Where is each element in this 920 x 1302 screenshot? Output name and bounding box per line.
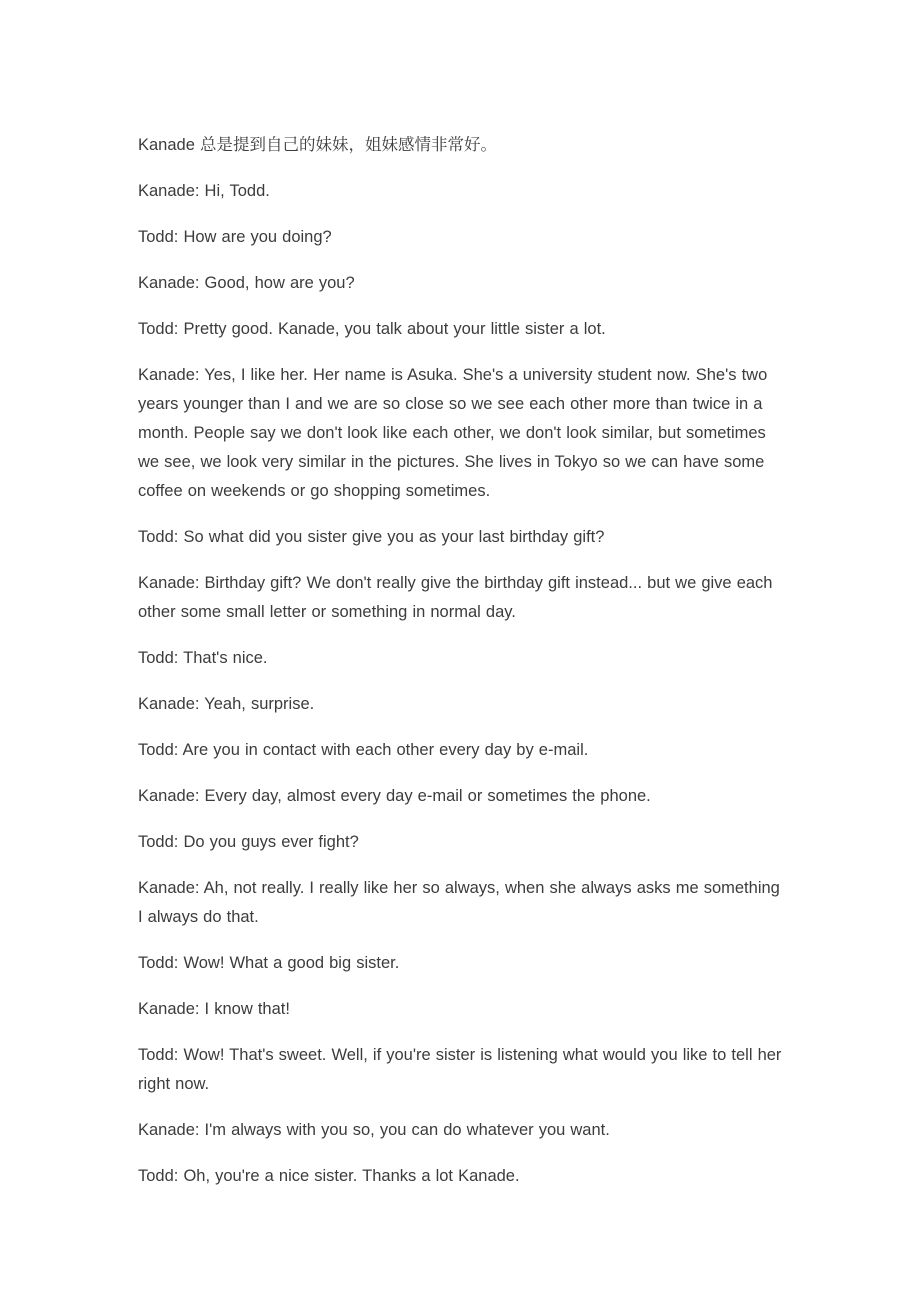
dialogue-line: Todd: Do you guys ever fight?	[138, 833, 359, 851]
dialogue-line: Todd: Are you in contact with each other every day by e-mail.	[138, 741, 589, 759]
dialogue-line: Todd: How are you doing?	[138, 228, 332, 246]
dialogue-line: Kanade: I'm always with you so, you can do whatever you want.	[138, 1121, 610, 1139]
dialogue-line: Todd: Wow! That's sweet. Well, if you're sister is listening what would you like to tell her right now.	[138, 1046, 782, 1093]
dialogue-line: Kanade: Yeah, surprise.	[138, 695, 315, 713]
dialogue-line: Todd: Pretty good. Kanade, you talk about your little sister a lot.	[138, 320, 606, 338]
dialogue-line: Kanade: Ah, not really. I really like her so always, when she always asks me something I always do that.	[138, 879, 780, 926]
dialogue-line: Kanade: Good, how are you?	[138, 274, 355, 292]
dialogue-line: Todd: Oh, you're a nice sister. Thanks a lot Kanade.	[138, 1167, 520, 1185]
dialogue-line: Kanade: Yes, I like her. Her name is Asuka. She's a university student now. She's two years younger than I and we are so close so we see each other more than twice in a month. People say we don't look like each other, we don't look similar, but sometimes we see, we look very similar in the pictures. She lives in Tokyo so we can have some coffee on weekends or go shopping sometimes.	[138, 366, 768, 500]
dialogue-line: Todd: So what did you sister give you as your last birthday gift?	[138, 528, 605, 546]
dialogue-line: Kanade: Birthday gift? We don't really give the birthday gift instead... but we give each other some small letter or something in normal day.	[138, 574, 773, 621]
dialogue-line: Kanade: I know that!	[138, 1000, 290, 1018]
dialogue-line: Kanade: Hi, Todd.	[138, 182, 270, 200]
intro-line: Kanade 总是提到自己的妹妹，姐妹感情非常好。	[138, 136, 497, 154]
dialogue-line: Kanade: Every day, almost every day e-mail or sometimes the phone.	[138, 787, 651, 805]
dialogue-line: Todd: That's nice.	[138, 649, 268, 667]
dialogue-line: Todd: Wow! What a good big sister.	[138, 954, 400, 972]
